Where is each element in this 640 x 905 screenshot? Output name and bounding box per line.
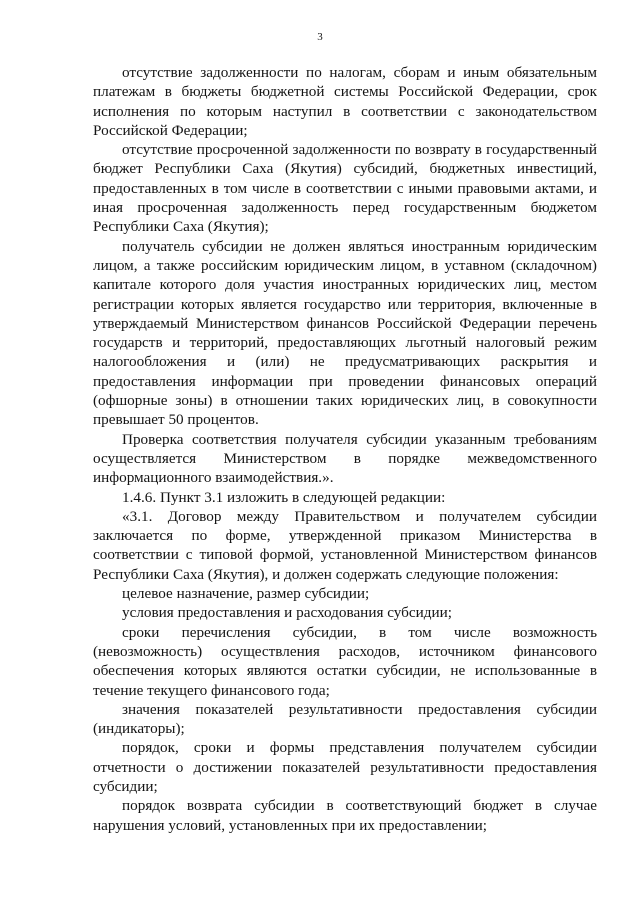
paragraph-clause-3-1: «3.1. Договор между Правительством и получателем субсидии заключается по форме, утвержденной приказом Министерства в соответствии с типовой формой, установленной Министерством финансов Республики Саха (Якутия), и должен содержать следующие положения: [93,507,597,583]
paragraph-indicators: значения показателей результативности предоставления субсидии (индикаторы); [93,700,597,738]
paragraph-item-1-4-6: 1.4.6. Пункт 3.1 изложить в следующей редакции: [122,488,446,506]
paragraph-reporting: порядок, сроки и формы представления получателем субсидии отчетности о достижении показателей результативности предоставления субсидии; [93,739,597,795]
paragraph-no-overdue-debt: отсутствие просроченной задолженности по возврату в государственный бюджет Республики Саха (Якутия) субсидий, бюджетных инвестиций, предоставленных в том числе в соответствии с иными правовыми актами, и иная просроченная задолженность перед государственным бюджетом Республики Саха (Якутия); [93,141,597,236]
paragraph-conditions: условия предоставления и расходования субсидии; [122,604,452,622]
paragraph-purpose-amount: целевое назначение, размер субсидии; [122,585,370,603]
paragraph-refund-order: порядок возврата субсидии в соответствующий бюджет в случае нарушения условий, установленных при их предоставлении; [93,797,597,834]
paragraph-no-tax-debt: отсутствие задолженности по налогам, сборам и иным обязательным платежам в бюджеты бюджетной системы Российской Федерации, срок исполнения по которым наступил в соответствии с законодательством Российской Федерации; [93,64,597,139]
paragraph-not-foreign-entity: получатель субсидии не должен являться иностранным юридическим лицом, а также российским юридическим лицом, в уставном (складочном) капитале которого доля участия иностранных юридических лиц, местом регистрации которых является государство или территория, включенные в утверждаемый Министерством финансов Российской Федерации перечень государств и территорий, предоставляющих льготный налоговый режим налогообложения и (или) не предусматривающих раскрытия и предоставления информации при проведении финансовых операций (офшорные зоны) в отношении таких юридических лиц, в совокупности превышает 50 процентов. [93,237,597,429]
paragraph-compliance-check: Проверка соответствия получателя субсидии указанным требованиям осуществляется Министерством в порядке межведомственного информационного взаимодействия.». [93,430,597,487]
paragraph-transfer-terms: сроки перечисления субсидии, в том числе возможность (невозможность) осуществления расходов, источником финансового обеспечения которых являются остатки субсидии, не использованные в течение текущего финансового года; [93,623,597,699]
document-body [93,63,597,835]
page-number: 3 [317,31,323,43]
